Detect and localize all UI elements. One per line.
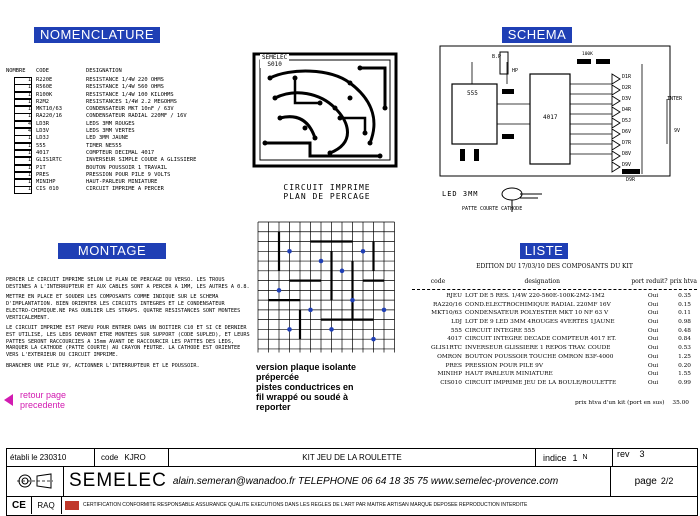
indice-cell [535,449,613,466]
liste-port: Oui [647,301,659,308]
liste-prix: 1.55 [678,371,691,378]
nomenclature-designation: RESISTANCES 1/4W 2.2 MEGOHMS [86,98,177,105]
version-note-line: prépercée [256,372,300,382]
projection-symbol-icon [15,472,55,490]
certification-text: CERTIFICATION CONFORMITE RESPONSABLE ASSURANCE QUALITE EXECUTIONS DANS LES REGLES DE L'ART PAR MAITRE ARTISAN MARQUE DEPOSEE REPRODUCTION INTERDITE [83,502,528,508]
code-cell [95,449,169,466]
kit-title-cell [169,449,536,466]
nomenclature-qty: 1 [6,135,36,142]
back-arrow-icon[interactable] [4,394,13,406]
nomenclature-code: RA220/16 [36,113,62,120]
nomenclature-qty: 1 [6,92,36,99]
liste-title: EDITION DU 17/03/10 DES COMPOSANTS DU KIT [476,263,633,270]
nomenclature-qty: 1 [6,186,36,193]
schema-led-label: D1R [622,74,632,80]
liste-total-value: 35.00 [672,399,689,406]
perfboard-grid [254,218,406,356]
nomenclature-code: PRES [36,171,49,178]
schema-led-label: D6V [622,129,632,135]
liste-designation: CIRCUIT IMPRIME JEU DE LA BOULE/ROULETTE [465,379,617,386]
schema-label-bp: B.P [492,54,502,60]
liste-port: Oui [647,345,659,352]
nomenclature-designation: RESISTANCE 1/4W 220 OHMS [86,77,164,83]
code-value: KJRO [124,453,146,462]
liste-port: Oui [647,293,659,299]
nomenclature-row [6,172,266,179]
liste-row [412,353,697,362]
nomenclature-row [6,143,266,150]
ce-mark: CE [12,499,26,511]
retour-link[interactable] [20,390,66,410]
nomenclature-designation: RESISTANCE 1/4W 560 OHMS [86,84,164,91]
liste-code: MINIHP [437,371,462,378]
nomenclature-designation: HAUT-PARLEUR MINIATURE [86,179,158,186]
liste-prix: 0.15 [678,301,691,308]
schema-diagram [412,44,697,220]
perfboard-drawing [254,218,406,356]
nomenclature-designation: CONDENSATEUR MKT 10nF / 63V [86,106,174,113]
nomenclature-code: LD3R [36,120,49,127]
certification-logo-icon [65,501,79,510]
nomenclature-code: R220E [36,77,53,83]
nomenclature-code: 555 [36,142,46,149]
certification-cell [61,496,697,514]
montage-paragraph: PERCER LE CIRCUIT IMPRIME SELON LE PLAN DE PERCAGE DU VERSO. LES TROUS DESTINES A L'INTERRUPTEUR ET AUX CABLES SONT A PERCER A 1MM, LES AUTRES A 0.8. [6,277,250,290]
schema-label-hp: HP [512,68,519,74]
nomenclature-row [6,113,266,120]
liste-designation: COND.ELECTROCHIMIQUE RADIAL 220MF 16V [465,301,611,308]
nomenclature-row [6,128,266,135]
nomenclature-qty: 1 [6,77,36,84]
nomenclature-header: NOMENCLATURE [34,27,160,43]
pcb-drilling-plan [250,48,404,172]
pcb-label-line1: SEMELEC [262,54,288,61]
footer-row-1 [7,449,697,467]
liste-row [412,309,697,318]
liste-prix: 0.84 [678,336,691,343]
nomenclature-code: MKT10/63 [36,106,62,113]
nomenclature-table [6,68,266,194]
schema-label-d9r: D9R [626,177,636,183]
nomenclature-designation: PRESSION POUR PILE 9 VOLTS [86,171,171,178]
nomenclature-row [6,150,266,157]
montage-paragraph: LE CIRCUIT IMPRIME EST PREVU POUR ENTRER DANS UN BOITIER C10 ET SI CE DERNIER EST UTILISE, LES LEDS DEVRONT ETRE MONTEES SUR SUPPORT (CODE SUPLED), ET LEURS PATTES SERONT RACCOURCIES A 15mm AVANT DE RACCOURCIR LES PATTES DES LEDS, MARQUER LA CATHODE (PATTE COURTE) AU CRAYON FEUTRE. LA CATHODE EST ORIENTEE VERS L'EXTERIEUR DU CIRCUIT IMPRIME. [6,325,250,359]
indice-value: 1 [572,452,578,463]
liste-row [412,327,697,336]
col-code: CODE [36,68,49,74]
nomenclature-qty: 1 [6,165,36,172]
projection-symbol-cell [7,466,64,496]
schema-led-label: D7R [622,140,632,146]
version-note-line: reporter [256,402,291,412]
retour-line1[interactable]: retour page [20,390,67,400]
liste-row [412,301,697,310]
rev-value: 3 [639,449,645,459]
liste-prix: 0.53 [678,345,691,352]
col-nombre: NOMBRE [6,68,26,74]
schema-label-9v: 9V [674,128,681,134]
liste-code: LDJ [451,319,462,326]
liste-port: Oui [647,353,659,360]
nomenclature-row [6,92,266,99]
liste-code: CIS010 [440,379,462,386]
footer-row-2 [7,466,697,497]
liste-code: RA220/16 [433,301,462,308]
liste-prix: 0.35 [678,293,691,299]
liste-designation: CONDENSATEUR POLYESTER MKT 10 NF 63 V [465,310,609,317]
nomenclature-designation: CONDENSATEUR RADIAL 220MF / 16V [86,113,187,120]
version-note-line: fil wrappé ou soudé à [256,392,349,402]
nomenclature-row [6,186,266,193]
schema-led-label: D2R [622,85,632,91]
etabli-value: 230310 [39,453,67,462]
liste-designation: INVERSEUR GLISSIERE 1 REPOS TRAV. COUDE [465,345,611,352]
nomenclature-designation: COMPTEUR DECIMAL 4017 [86,149,155,156]
nomenclature-designation: CIRCUIT IMPRIME A PERCER [86,186,164,193]
liste-col-designation: designation [524,278,560,285]
liste-code: RJEU [446,293,462,299]
liste-prix: 0.11 [678,310,691,317]
nomenclature-row [6,135,266,142]
page-value: 2/2 [660,476,674,486]
liste-port: Oui [647,336,659,343]
etabli-cell [7,449,95,466]
liste-col-port: port reduit? [631,278,668,285]
schema-label-555: 555 [467,90,478,97]
nomenclature-designation: INVERSEUR SIMPLE COUDE A GLISSIERE [86,157,197,164]
pcb-caption-line1: CIRCUIT IMPRIME [283,183,371,192]
nomenclature-row [6,106,266,113]
montage-header: MONTAGE [58,243,166,259]
nomenclature-table-header [6,68,266,77]
liste-prix: 1.25 [678,353,691,360]
nomenclature-designation: RESISTANCE 1/4W 100 KILOHMS [86,91,174,98]
liste-row [412,370,697,379]
nomenclature-qty: 1 [6,113,36,120]
footer-row-3 [7,496,697,514]
liste-total-label: prix htva d'un kit (port en sus) [574,399,665,406]
liste-prix: 0.98 [678,319,691,326]
liste-port: Oui [647,371,659,378]
nomenclature-row [6,165,266,172]
schema-label-inter: INTER [667,96,683,102]
liste-prix: 0.99 [678,379,691,386]
liste-code: 555 [450,327,462,334]
liste-designation: LOT DE 5 RES. 1/4W 220-560E-100K-2M2-1M2 [465,293,605,299]
schema-header: SCHEMA [502,27,572,43]
liste-port: Oui [647,327,659,334]
liste-code: PRES [445,362,462,369]
liste-code: 4017 [447,336,462,343]
liste-designation: PRESSION POUR PILE 9V [465,362,544,369]
liste-row [412,335,697,344]
liste-code: OMRON [437,353,462,360]
montage-instructions [6,277,252,373]
brand-name: SEMELEC [69,470,167,491]
nomenclature-designation: LED 3MM JAUNE [86,135,129,142]
nomenclature-qty: 1 [6,179,36,186]
version-note [256,362,406,412]
nomenclature-code: CIS 010 [36,186,59,193]
schema-led-label: D8V [622,151,632,157]
nomenclature-code: R100K [36,91,53,98]
nomenclature-row [6,99,266,106]
nomenclature-qty: 1 [6,106,36,113]
version-note-line: version plaque isolante [256,362,357,372]
component-list [412,263,697,406]
liste-port: Oui [647,379,659,386]
led-note: PATTE COURTE CATHODE [462,206,523,212]
liste-row [412,292,697,301]
etabli-label: établi le [10,453,38,462]
liste-col-code: code [430,278,446,285]
ce-cell [7,496,32,514]
nomenclature-code: P1T [36,164,46,171]
schema-led-label: D9V [622,162,632,168]
nomenclature-code: MINIHP [36,179,56,186]
nomenclature-qty: 4 [6,121,36,128]
liste-separator [412,289,697,290]
schema-led-label: D4R [622,107,632,113]
nomenclature-designation: LEDS 3MM VERTES [86,128,135,135]
nomenclature-row [6,121,266,128]
schema-label-4017: 4017 [543,114,558,121]
schema-led-label: D3V [622,96,632,102]
pcb-caption [262,183,392,201]
liste-designation: BOUTON POUSSOIR TOUCHE OMRON B3F-4000 [465,353,614,360]
pcb-label-line2: S010 [267,61,282,68]
nomenclature-qty: 1 [6,157,36,164]
retour-line2[interactable]: precedente [20,400,66,410]
schema-label-resistor: 100K [582,52,593,57]
nomenclature-qty: 1 [6,84,36,91]
nomenclature-qty: 1 [6,172,36,179]
col-designation: DESIGNATION [86,68,122,74]
nomenclature-code: LD3J [36,135,49,142]
pcb-label [260,54,289,68]
rev-label: rev [617,449,630,459]
liste-code: GLIS1RTC [431,345,462,352]
nomenclature-designation: BOUTON POUSSOIR 1 TRAVAIL [86,164,168,171]
liste-code: MKT10/63 [431,310,462,317]
liste-row [412,362,697,371]
nomenclature-code: R560E [36,84,53,91]
schema-led-label: D5J [622,118,632,124]
liste-designation: CIRCUIT INTEGRE 555 [465,327,536,334]
version-note-line: pistes conductrices en [256,382,354,392]
liste-designation: HAUT PARLEUR MINIATURE [465,371,553,378]
nomenclature-code: GLIS1RTC [36,157,62,164]
contact-info: alain.semeran@wanadoo.fr TELEPHONE 06 64 18 35 75 www.semelec-provence.com [172,475,559,487]
nomenclature-code: 4017 [36,149,49,156]
liste-col-prix: prix htva [669,278,697,285]
nomenclature-row [6,77,266,84]
liste-prix: 0.48 [678,327,691,334]
nomenclature-qty: 1 [6,99,36,106]
indice-label: indice [543,452,567,463]
liste-column-headers [412,278,697,285]
nomenclature-code: R2M2 [36,98,49,105]
liste-row [412,379,697,388]
liste-designation: CIRCUIT INTEGRE DECADE COMPTEUR 4017 ET. [465,336,617,343]
nomenclature-designation: TIMER NE555 [86,142,122,149]
liste-row [412,344,697,353]
liste-designation: LOT DE 9 LED 3MM 4ROUGES 4VERTES 1JAUNE [465,319,615,326]
montage-paragraph: METTRE EN PLACE ET SOUDER LES COMPOSANTS COMME INDIQUE SUR LE SCHEMA D'IMPLANTATION. BIEN ORIENTER LES CIRCUITS INTEGRES ET LE CONDENSATEUR ELECTRO-CHIMIQUE.NE PAS OUBLIER LES STRAPS. QUATRE RESISTANCES SONT MONTEES VERTICALEMENT. [6,294,241,321]
nomenclature-row [6,179,266,186]
liste-port: Oui [647,319,659,326]
raq-mark: RAQ [37,500,55,510]
rev-cell [613,449,697,466]
liste-header: LISTE [520,243,568,259]
nomenclature-qty: 1 [6,150,36,157]
nomenclature-designation: LEDS 3MM ROUGES [86,120,135,127]
montage-paragraph: BRANCHER UNE PILE 9V, ACTIONNER L'INTERRUPTEUR ET LE POUSSOIR. [6,362,200,369]
nomenclature-qty: 4 [6,128,36,135]
liste-port: Oui [647,310,659,317]
raq-cell [31,496,62,514]
liste-prix: 0.20 [678,362,691,369]
nomenclature-row [6,157,266,164]
led-caption: LED 3MM [442,190,479,198]
brand-cell [63,466,611,496]
liste-row [412,318,697,327]
footer-cartouche [6,448,698,516]
pcb-caption-line2: PLAN DE PERCAGE [283,192,371,201]
nomenclature-row [6,84,266,91]
indice-n: N [582,454,588,461]
nomenclature-qty: 1 [6,143,36,150]
liste-port: Oui [647,362,659,369]
liste-total [412,400,697,406]
code-label: code [101,453,119,462]
page-label: page [634,475,657,487]
nomenclature-code: LD3V [36,128,49,135]
kit-title: KIT JEU DE LA ROULETTE [302,453,402,462]
page-cell [611,466,697,496]
